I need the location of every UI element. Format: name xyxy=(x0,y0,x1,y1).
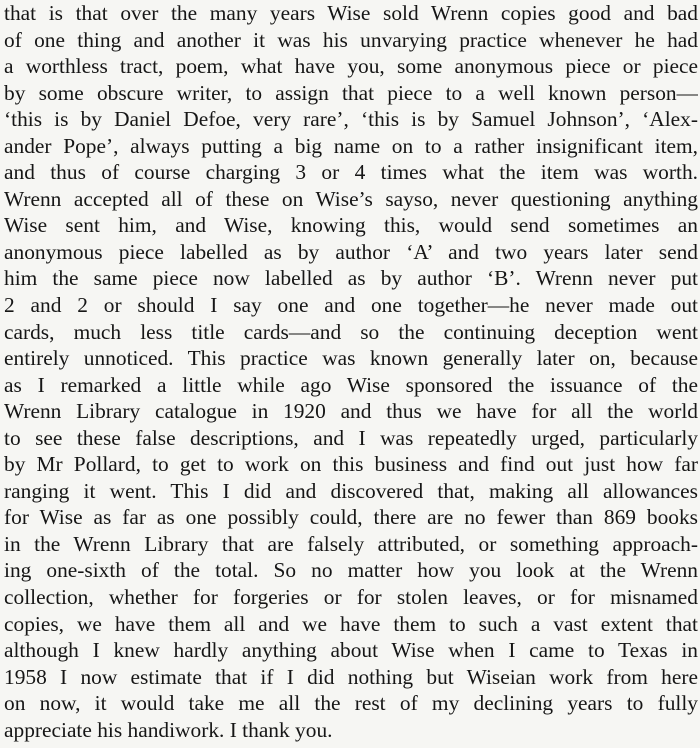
text-line: by some obscure writer, to assign that piece to a well known person— xyxy=(4,80,698,105)
body-paragraph xyxy=(4,0,698,743)
text-line: anonymous piece labelled as by author ‘A’ and two years later send xyxy=(4,239,698,264)
text-line: ‘this is by Daniel Defoe, very rare’, ‘this is by Samuel Johnson’, ‘Alex- xyxy=(4,107,698,132)
text-line: ranging it went. This I did and discovered that, making all allowances xyxy=(4,478,698,503)
text-line: and thus of course charging 3 or 4 times what the item was worth. xyxy=(4,160,698,185)
text-line: Wrenn accepted all of these on Wise’s sayso, never questioning anything xyxy=(4,186,698,211)
text-line: as I remarked a little while ago Wise sponsored the issuance of the xyxy=(4,372,698,397)
text-line: although I knew hardly anything about Wise when I came to Texas in xyxy=(4,638,698,663)
text-line: 2 and 2 or should I say one and one together—he never made out xyxy=(4,293,698,318)
text-line: by Mr Pollard, to get to work on this business and find out just how far xyxy=(4,452,698,477)
text-line-last: appreciate his handiwork. I thank you. xyxy=(4,717,333,742)
text-line: Wise sent him, and Wise, knowing this, would send sometimes an xyxy=(4,213,698,238)
text-line: a worthless tract, poem, what have you, some anonymous piece or piece xyxy=(4,54,698,79)
text-line: ing one-sixth of the total. So no matter how you look at the Wrenn xyxy=(4,558,698,583)
text-line: entirely unnoticed. This practice was known generally later on, because xyxy=(4,346,698,371)
text-line: of one thing and another it was his unvarying practice whenever he had xyxy=(4,27,698,52)
text-line: ander Pope’, always putting a big name on to a rather insignificant item, xyxy=(4,133,698,158)
text-line: him the same piece now labelled as by author ‘B’. Wrenn never put xyxy=(4,266,698,291)
text-line: Wrenn Library catalogue in 1920 and thus we have for all the world xyxy=(4,399,698,424)
text-line: to see these false descriptions, and I was repeatedly urged, particularly xyxy=(4,425,698,450)
text-line: copies, we have them all and we have them to such a vast extent that xyxy=(4,611,698,636)
text-line: 1958 I now estimate that if I did nothing but Wiseian work from here xyxy=(4,664,698,689)
text-line: in the Wrenn Library that are falsely attributed, or something approach- xyxy=(4,531,698,556)
text-line: on now, it would take me all the rest of my declining years to fully xyxy=(4,691,698,716)
text-line: that is that over the many years Wise sold Wrenn copies good and bad xyxy=(4,1,698,25)
text-line: for Wise as far as one possibly could, there are no fewer than 869 books xyxy=(4,505,698,530)
text-line: cards, much less title cards—and so the continuing deception went xyxy=(4,319,698,344)
text-line: collection, whether for forgeries or for stolen leaves, or for misnamed xyxy=(4,585,698,610)
